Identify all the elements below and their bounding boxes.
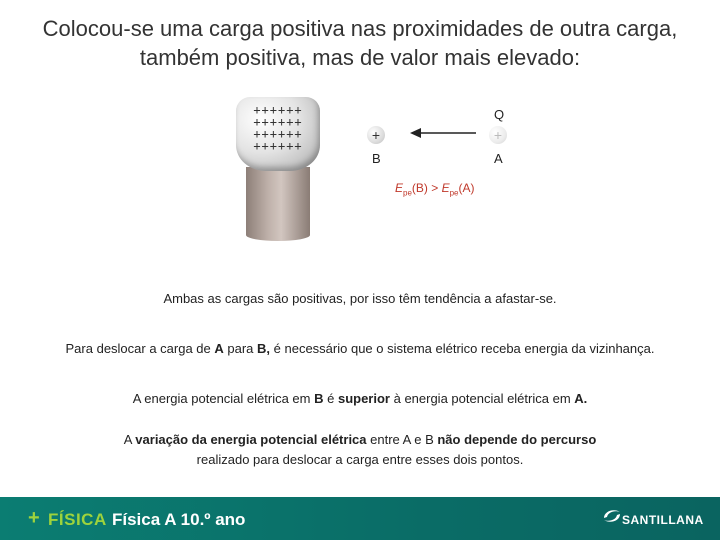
charge-b: +: [367, 126, 385, 144]
p4-a: A: [123, 432, 136, 447]
paragraph-energy-comparison: [0, 389, 720, 409]
p2-d: B,: [257, 341, 271, 356]
p2-e: é necessário que o sistema elétrico receba energia da vizinhança.: [270, 341, 655, 356]
p4-c: entre A e B: [366, 432, 438, 447]
p4-line2: realizado para deslocar a carga entre esses dois pontos.: [196, 452, 524, 467]
p3-e: à energia potencial elétrica em: [389, 391, 575, 406]
paragraph-repulsion: Ambas as cargas são positivas, por isso têm tendência a afastar-se.: [163, 291, 557, 306]
p4-b: variação da energia potencial elétrica: [135, 432, 367, 447]
footer-bar: [0, 497, 720, 540]
energy-point-a: (A): [458, 181, 475, 195]
brand-subject: FÍSICA: [48, 510, 107, 529]
generator-column: [246, 167, 310, 241]
dome-positive-charges: ++++++ ++++++ ++++++ ++++++: [253, 103, 303, 153]
p3-c: é: [323, 391, 338, 406]
energy-point-b: (B) >: [411, 181, 442, 195]
arrow-left-icon: [410, 126, 476, 140]
book-title: Física A 10.º ano: [112, 510, 246, 529]
paragraph-work: [0, 339, 720, 359]
publisher-name: SANTILLANA: [622, 513, 704, 527]
charge-a: +: [489, 126, 507, 144]
santillana-logo-icon: [600, 504, 624, 528]
slide-title: [0, 14, 720, 72]
label-b: B: [372, 151, 381, 166]
p2-c: para: [223, 341, 258, 356]
label-q: Q: [494, 107, 505, 122]
paragraph-path-independence: [0, 430, 720, 470]
energy-symbol-1: E: [395, 181, 404, 195]
title-line-2: também positiva, mas de valor mais elevado:: [139, 45, 581, 70]
energy-symbol-2: E: [441, 181, 450, 195]
p2-a: Para deslocar a carga de: [65, 341, 215, 356]
energy-relation: [395, 181, 475, 197]
p4-d: não depende do percurso: [437, 432, 597, 447]
p2-b: A: [214, 341, 224, 356]
van-de-graaff-generator: [236, 97, 320, 245]
label-a: A: [494, 151, 503, 166]
generator-dome: [236, 97, 320, 171]
title-line-1: Colocou-se uma carga positiva nas proximidades de outra carga,: [42, 16, 678, 41]
energy-subscript-2: pe: [449, 188, 459, 198]
energy-subscript-1: pe: [403, 188, 412, 198]
p3-a: A energia potencial elétrica em: [132, 391, 315, 406]
brand-plus: +: [28, 507, 40, 529]
p3-b: B: [314, 391, 324, 406]
p3-d: superior: [337, 391, 390, 406]
p3-f: A.: [574, 391, 588, 406]
